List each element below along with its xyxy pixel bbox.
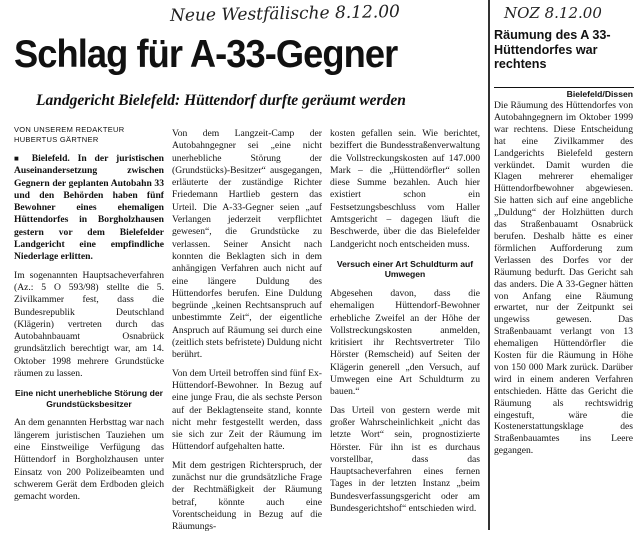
- article-column-2: [172, 128, 322, 540]
- right-article-dateline: Bielefeld/Dissen: [566, 89, 633, 99]
- crosshead: Versuch einer Art Schuldturm auf Umwegen: [336, 258, 474, 280]
- paragraph: Die Räumung des Hüttendorfes von Autobahngegnern im Oktober 1999 war rechtens. Diese Entscheidung hat eine Zivilkammer des Landgerichts Bielefeld gestern verkündet. Damit wurden die Klagen mehrerer ehemaliger Hüttendorfbewohner abgewiesen. Sie hatten sich auf eine angebliche „Duldung“ der Holzhütten durch das Straßenbauamt Osnabrück berufen. Deshalb hätte es einer förmlichen Aufforderung zum Verlassen des Dorfes vor der Räumung bedurft. Das Gericht sah das anders. Die A 33-Gegner hätten von Anfang eine Räumung erwartet, nur der Zeitpunkt sei ungewiss gewesen. Das Straßenbauamt verlangt von 13 ehemaligen Hüttendörfler die Kosten für die Räumung in Höhe von 150 000 Mark zurück. Darüber wird in einem anderen Verfahren entschieden. Hätte das Gericht die Räumung als rechtswidrig eingestuft, wäre die Kostenerstattungsklage des Straßenbauamtes ins Leere gegangen.: [494, 100, 633, 457]
- paragraph: Im sogenannten Hauptsacheverfahren (Az.: 5 O 593/98) stellte die 5. Zivilkammer fest, dass die Bundesrepublik Deutschland (Klägerin) vertreten durch das Autobahnbauamt Osnabrück grundsätzlich berechtigt war, am 14. Oktober 1998 mehrere Grundstücke räumen zu lassen.: [14, 269, 164, 380]
- paragraph: Von dem Langzeit-Camp der Autobahngegner sei „eine nicht unerhebliche Störung der (Grundstücks)-Besitzer“ ausgegangen, erläuterte der zuständige Richter Friedemann Hartlieb gestern das Urteil. Die A-33-Gegner seien „auf Verlangen jederzeit verpflichtet gewesen“, die Grundstücke zu verlassen. Seiner Ansicht nach konnten die Beklagten sich in dem anhängigen Verfahren auch nicht auf eine längere Duldung des Hüttendorfes berufen. Eine Duldung begründe „keinen Rechtsanspruch auf unbestimmte Zeit“, der eigentliche Anspruch auf Räumung sei durch eine (zeitlich stets befristete) Duldung nicht berührt.: [172, 128, 322, 361]
- lead-paragraph: [14, 153, 164, 264]
- right-headline-rule: [494, 87, 634, 88]
- paragraph: Mit dem gestrigen Richterspruch, der zunächst nur die grundsätzliche Frage der Rechtmäßigkeit der Räumung betraf, könnte auch eine Vorentscheidung in Bezug auf die Räumungs-: [172, 459, 322, 533]
- paragraph: An dem genannten Herbsttag war nach längerem juristischen Tauziehen um eine Einstweilige Verfügung das Hüttendorf in Borgholzhausen unter Einsatz von 200 Polizeibeamten und schwerem Gerät dem Erdboden gleich gemacht worden.: [14, 417, 164, 503]
- byline-line-2: HUBERTUS GÄRTNER: [14, 135, 99, 144]
- bullet-square-icon: ■: [14, 154, 32, 163]
- article-subheadline: Landgericht Bielefeld: Hüttendorf durfte geräumt werden: [36, 92, 406, 109]
- article-column-3: [330, 128, 480, 521]
- article-headline: Schlag für A-33-Gegner: [14, 33, 398, 76]
- paragraph: Abgesehen davon, dass die ehemaligen Hüttendorf-Bewohner erhebliche Zweifel an der Höhe der Vollstreckungskosten anmelden, kritisiert ihr Rechtsvertreter Tilo Hörster (Remscheid) auf Seiten der Klägerin generell „den Versuch, auf Umwegen eine Art Schuldturm zu bauen.“: [330, 287, 480, 398]
- lead-text: Bielefeld. In der juristischen Auseinandersetzung zwischen Gegnern der geplanten Autobahn 33 und den Behörden haben fünf Bewohner eines ehemaligen Hüttendorfes in Borgholzhausen gestern vor dem Bielefelder Landgericht eine empfindliche Niederlage erlitten.: [14, 153, 164, 263]
- paragraph: Von dem Urteil betroffen sind fünf Ex-Hüttendorf-Bewohner. In Bezug auf eine junge Frau, die als sechste Person auf der Beklagtenseite stand, konnte nicht mehr festgestellt werden, dass sie sich zur Zeit der Räumung im Hüttendorf aufgehalten hatte.: [172, 367, 322, 453]
- paragraph: kosten gefallen sein. Wie berichtet, beziffert die Bundesstraßenverwaltung die Vollstreckungskosten auf 147.000 Mark – die „Hüttendörfler“ sollen diese Summe bezahlen. Auch hier existiert schon ein Festsetzungsbeschluss vom Haller Amtsgericht – dagegen läuft die Beschwerde, über die das Bielefelder Landgericht noch entscheiden muss.: [330, 128, 480, 250]
- byline-line-1: VON UNSEREM REDAKTEUR: [14, 125, 125, 134]
- right-article-headline: Räumung des A 33-Hüttendorfes war rechtens: [494, 28, 611, 71]
- article-byline: [14, 125, 162, 145]
- handwritten-source-note: Neue Westfälische 8.12.00: [169, 1, 401, 27]
- handwritten-right-note: NOZ 8.12.00: [504, 4, 602, 22]
- right-article-body: [494, 100, 633, 457]
- crosshead: Eine nicht unerhebliche Störung der Grundstücksbesitzer: [14, 388, 164, 409]
- clipping-divider: [488, 0, 490, 530]
- article-column-1: [14, 153, 164, 509]
- paragraph: Das Urteil von gestern werde mit großer Wahrscheinlichkeit „nicht das letzte Wort“ sein, prognostizierte Hörster. Für ihn ist es durchaus vorstellbar, dass das Hauptsacheverfahren eines fernen Tages in der letzten Instanz „beim Bundesverfassungsgericht oder am Bundesgerichtshof“ entschieden wird.: [330, 404, 480, 515]
